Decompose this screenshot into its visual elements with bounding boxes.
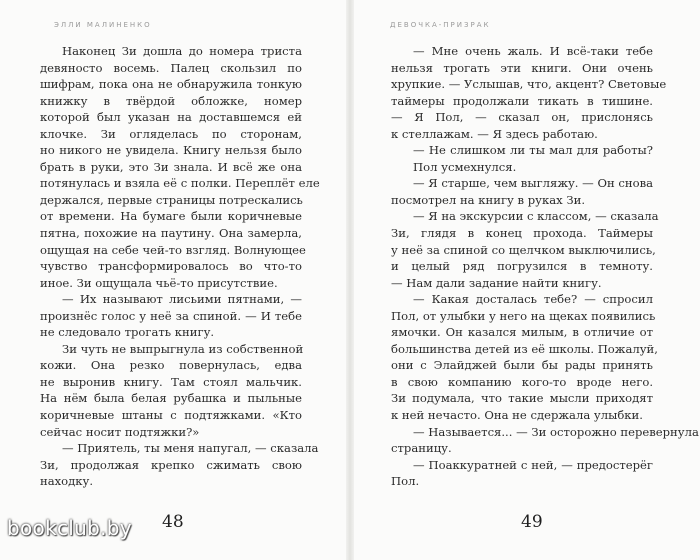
text-line: хрупкие. — Услышав, что, акцент? Световые bbox=[391, 77, 667, 92]
text-line: в свою компанию кого-то вроде него. bbox=[391, 374, 653, 389]
text-line: большинства детей из её школы. Пожалуй, bbox=[391, 341, 658, 356]
page-number-left: 48 bbox=[162, 512, 184, 532]
text-line: от времени. На бумаге были коричневые bbox=[40, 209, 302, 224]
left-page-text bbox=[40, 43, 320, 490]
text-line: коричневые штаны с подтяжками. «Кто bbox=[40, 408, 302, 423]
text-line: и целый ряд погрузился в темноту. bbox=[391, 259, 653, 274]
right-page bbox=[354, 0, 700, 560]
text-line: — Мне очень жаль. И всё-таки тебе bbox=[413, 44, 653, 58]
site-watermark: bookclub.by bbox=[7, 516, 132, 540]
text-line: но никого не увидела. Книгу нельзя было bbox=[40, 143, 302, 158]
text-line: клочке. Зи огляделась по сторонам, bbox=[40, 126, 302, 141]
text-line: таймеры продолжали тикать в тишине. bbox=[391, 93, 653, 108]
text-line: Пол. bbox=[391, 474, 420, 489]
text-line: — Я старше, чем выгляжу. — Он снова bbox=[413, 176, 654, 191]
text-line: произнёс голос у неё за спиной. — И тебе bbox=[40, 308, 302, 323]
text-line: — Нам дали задание найти книгу. bbox=[391, 275, 602, 290]
text-line: Зи чуть не выпрыгнула из собственной bbox=[62, 341, 304, 356]
text-line: На нём была белая рубашка и пыльные bbox=[40, 391, 302, 406]
text-line: Зи, глядя в конец прохода. Таймеры bbox=[391, 226, 653, 241]
text-line: — Называется... — Зи осторожно перевернула bbox=[413, 424, 699, 439]
right-page-text bbox=[391, 43, 699, 490]
text-line: — Какая досталась тебе? — спросил bbox=[413, 292, 653, 307]
text-line: пятна, похожие на паутину. Она замерла, bbox=[40, 226, 302, 241]
running-head-author: ЭЛЛИ МАЛИНЕНКО bbox=[54, 21, 152, 29]
text-line: сейчас носит подтяжки?» bbox=[40, 424, 200, 439]
text-line: девяносто восемь. Палец скользил по bbox=[40, 60, 302, 75]
text-line: чувство трансформировалось во что-то bbox=[40, 259, 302, 274]
text-line: к ней нечасто. Она не сдержала улыбки. bbox=[391, 408, 643, 423]
text-line: находку. bbox=[40, 474, 94, 489]
text-line: держался, первые страницы потрескались bbox=[40, 192, 303, 207]
book-gutter bbox=[346, 0, 354, 560]
text-line: к стеллажам. — Я здесь работаю. bbox=[391, 126, 598, 141]
text-line: Зи подумала, что такие мысли приходят bbox=[391, 391, 653, 406]
text-line: не выронив книгу. Там стоял мальчик. bbox=[40, 374, 302, 389]
text-line: — Поаккуратней с ней, — предостерёг bbox=[413, 457, 653, 472]
text-line: посмотрел на книгу в руках Зи. bbox=[391, 192, 586, 207]
text-line: Зи, продолжая крепко сжимать свою bbox=[40, 457, 302, 472]
text-line: которой был указан на доставшемся ей bbox=[40, 110, 302, 125]
left-page bbox=[0, 0, 346, 560]
text-line: иное. Зи ощущала чьё-то присутствие. bbox=[40, 275, 278, 290]
text-line: нельзя трогать эти книги. Они очень bbox=[391, 60, 653, 75]
text-line: потянулась и взяла её с полки. Переплёт еле bbox=[40, 176, 320, 191]
text-line: — Не слишком ли ты мал для работы? bbox=[413, 143, 653, 158]
text-line: — Я на экскурсии с классом, — сказала bbox=[413, 209, 659, 224]
running-head-title: ДЕВОЧКА-ПРИЗРАК bbox=[390, 21, 491, 29]
text-line: у неё за спиной со щелчком выключились, bbox=[391, 242, 656, 257]
text-line: брать в руки, это Зи знала. И всё же она bbox=[40, 159, 302, 174]
text-line: страницу. bbox=[391, 441, 452, 456]
text-line: — Их называют лисьими пятнами, — bbox=[62, 292, 302, 307]
text-line: Наконец Зи дошла до номера триста bbox=[62, 44, 302, 58]
text-line: Пол, от улыбки у него на щеках появились bbox=[391, 308, 656, 323]
text-line: — Приятель, ты меня напугал, — сказала bbox=[62, 441, 319, 456]
text-line: кожи. Она резко повернулась, едва bbox=[40, 358, 302, 373]
text-line: шифрам, пока она не обнаружила тонкую bbox=[40, 77, 302, 92]
text-line: они с Элайджей были бы рады принять bbox=[391, 358, 653, 373]
text-line: — Я Пол, — сказал он, прислонясь bbox=[391, 110, 653, 125]
text-line: книжку в твёрдой обложке, номер bbox=[40, 93, 302, 108]
text-line: Пол усмехнулся. bbox=[413, 159, 517, 174]
page-number-right: 49 bbox=[521, 512, 543, 532]
text-line: ямочки. Он казался милым, в отличие от bbox=[391, 325, 653, 340]
text-line: ощущая на себе чей-то взгляд. Волнующее bbox=[40, 242, 306, 257]
text-line: не следовало трогать книгу. bbox=[40, 325, 215, 340]
